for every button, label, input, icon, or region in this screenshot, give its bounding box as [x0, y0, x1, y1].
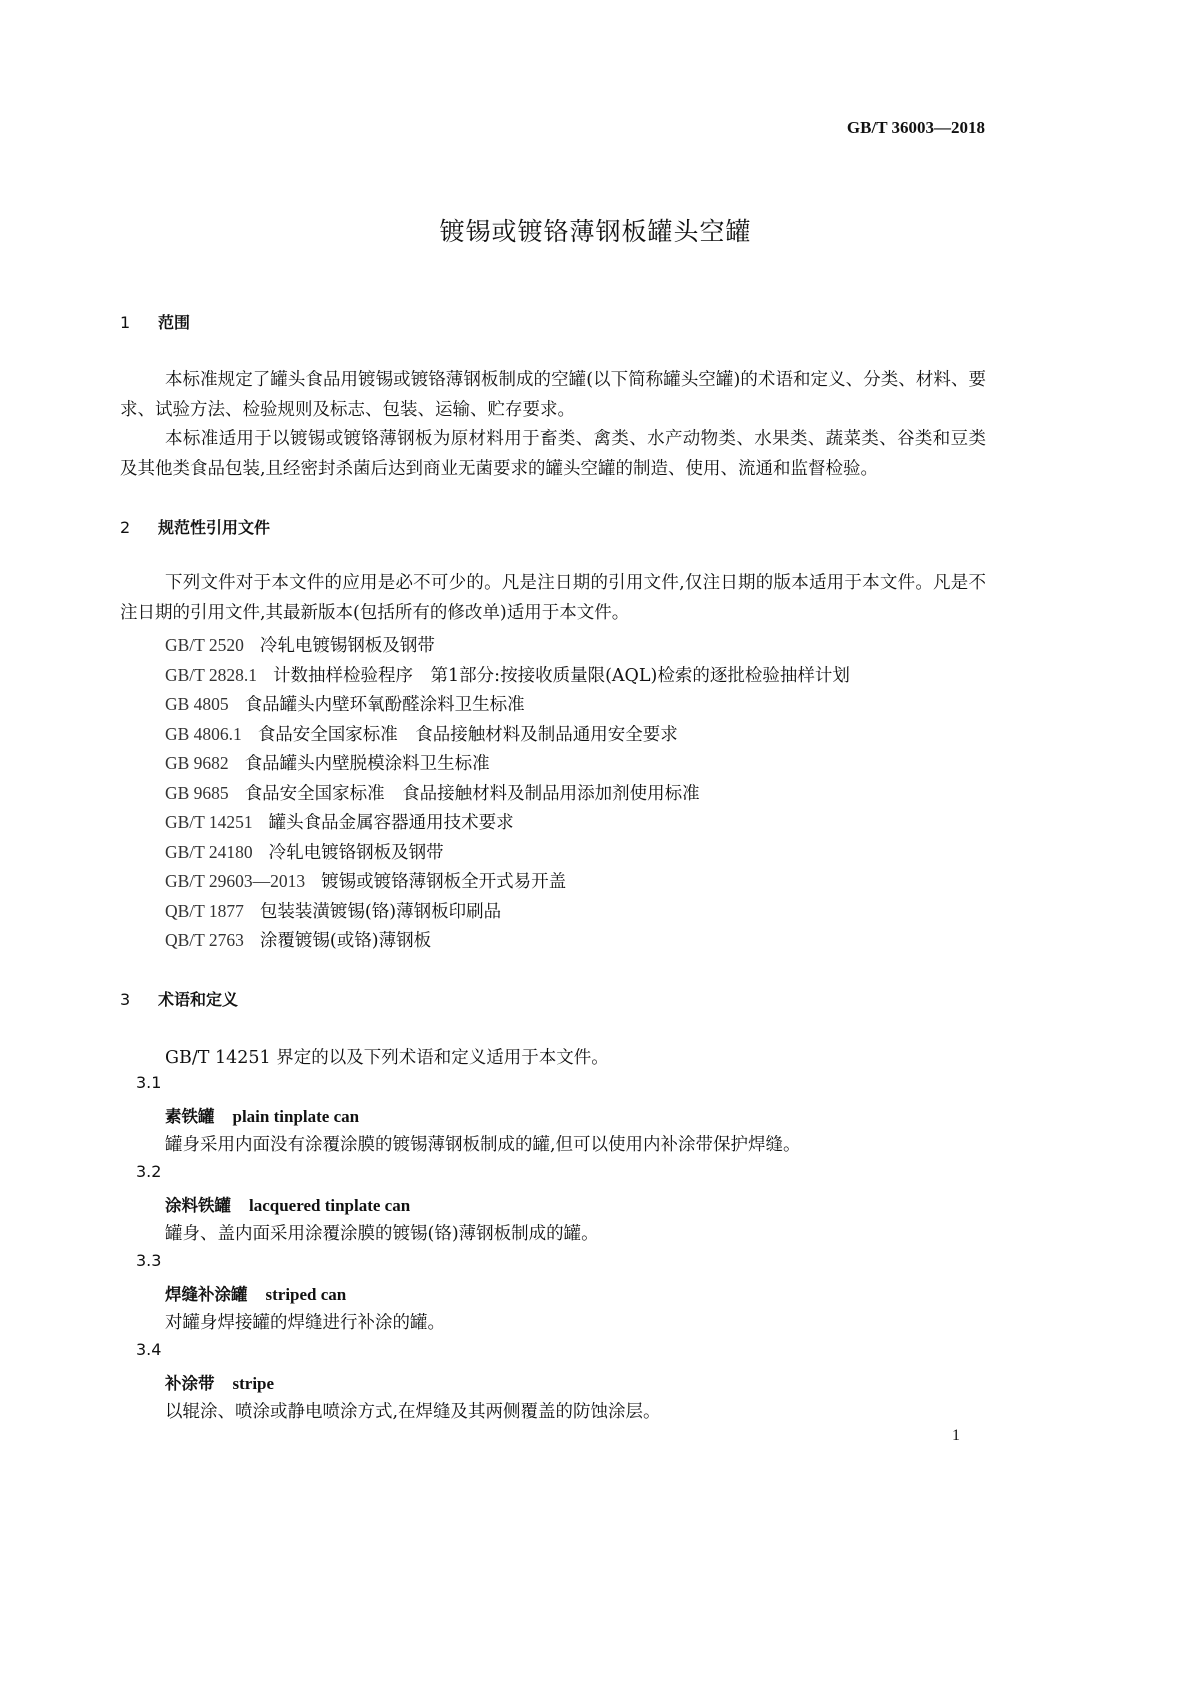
reference-title: 包装装潢镀锡(铬)薄钢板印刷品 — [259, 901, 502, 922]
reference-title: 涂覆镀锡(或铬)薄钢板 — [259, 931, 432, 951]
reference-title: 食品罐头内壁脱模涂料卫生标准 — [244, 754, 490, 774]
page-number: 1 — [952, 1427, 960, 1444]
reference-code: GB/T 24180 — [165, 841, 253, 862]
paragraph: GB/T 14251 界定的以及下列术语和定义适用于本文件。 — [165, 1048, 609, 1068]
reference-item — [165, 721, 678, 746]
reference-code: GB/T 14251 — [165, 812, 253, 832]
reference-code: GB 4805 — [165, 694, 229, 714]
reference-title: 食品安全国家标准 食品接触材料及制品用添加剂使用标准 — [244, 783, 700, 804]
section-title: 规范性引用文件 — [158, 518, 271, 537]
term-definition: 以辊涂、喷涂或静电喷涂方式,在焊缝及其两侧覆盖的防蚀涂层。 — [165, 1402, 661, 1422]
reference-code: GB 9685 — [165, 782, 229, 803]
term-definition: 罐身采用内面没有涂覆涂膜的镀锡薄钢板制成的罐,但可以使用内补涂带保护焊缝。 — [165, 1135, 801, 1155]
reference-title: 食品安全国家标准 食品接触材料及制品通用安全要求 — [257, 724, 678, 745]
section-number: 1 — [120, 313, 131, 332]
reference-item — [165, 809, 514, 834]
term-number: 3.1 — [136, 1073, 162, 1092]
reference-item — [165, 839, 444, 864]
term-en: striped can — [265, 1285, 347, 1304]
term-heading — [165, 1370, 274, 1394]
reference-item — [165, 868, 566, 893]
term-en: stripe — [232, 1374, 275, 1393]
paragraph: 本标准适用于以镀锡或镀铬薄钢板为原材料用于畜类、禽类、水产动物类、水果类、蔬菜类、谷类和豆类及其他类食品包装,且经密封杀菌后达到商业无菌要求的罐头空罐的制造、使用、流通和监督检验。 — [120, 429, 986, 479]
reference-code: GB/T 29603—2013 — [165, 871, 306, 891]
section-title: 范围 — [158, 313, 191, 332]
section-number: 2 — [120, 518, 131, 537]
reference-item — [165, 750, 490, 775]
reference-item — [165, 691, 525, 716]
term-heading — [165, 1103, 359, 1127]
term-definition: 对罐身焊接罐的焊缝进行补涂的罐。 — [165, 1313, 445, 1333]
term-definition: 罐身、盖内面采用涂覆涂膜的镀锡(铬)薄钢板制成的罐。 — [165, 1224, 599, 1244]
reference-title: 冷轧电镀锡钢板及钢带 — [259, 636, 435, 656]
reference-code: GB/T 2520 — [165, 635, 244, 655]
reference-code: GB 9682 — [165, 753, 229, 773]
reference-item — [165, 927, 431, 952]
term-en: lacquered tinplate can — [249, 1196, 411, 1215]
term-zh: 焊缝补涂罐 — [165, 1285, 248, 1304]
reference-code: QB/T 1877 — [165, 900, 244, 921]
reference-item — [165, 780, 700, 805]
section-title: 术语和定义 — [158, 990, 239, 1009]
term-en: plain tinplate can — [232, 1107, 360, 1126]
term-heading — [165, 1281, 346, 1305]
term-number: 3.4 — [136, 1340, 162, 1359]
reference-item — [165, 632, 435, 657]
reference-code: QB/T 2763 — [165, 930, 244, 950]
section-heading — [120, 310, 190, 333]
paragraph: 本标准规定了罐头食品用镀锡或镀铬薄钢板制成的空罐(以下简称罐头空罐)的术语和定义、分类、材料、要求、试验方法、检验规则及标志、包装、运输、贮存要求。 — [120, 370, 986, 420]
reference-code: GB 4806.1 — [165, 723, 242, 744]
section-heading — [120, 515, 270, 538]
reference-title: 镀锡或镀铬薄钢板全开式易开盖 — [321, 872, 567, 892]
term-heading — [165, 1192, 410, 1216]
term-number: 3.3 — [136, 1251, 162, 1270]
reference-item — [165, 898, 501, 923]
term-zh: 涂料铁罐 — [165, 1196, 231, 1215]
reference-item — [165, 662, 850, 687]
reference-title: 计数抽样检验程序 第1部分:按接收质量限(AQL)检索的逐批检验抽样计划 — [273, 665, 850, 686]
reference-title: 罐头食品金属容器通用技术要求 — [268, 813, 514, 833]
reference-code: GB/T 2828.1 — [165, 664, 258, 685]
standard-number: GB/T 36003—2018 — [846, 118, 985, 137]
term-zh: 补涂带 — [165, 1374, 215, 1393]
document-title: 镀锡或镀铬薄钢板罐头空罐 — [439, 217, 752, 246]
reference-title: 冷轧电镀铬钢板及钢带 — [268, 842, 444, 863]
term-zh: 素铁罐 — [165, 1107, 215, 1126]
term-number: 3.2 — [136, 1162, 162, 1181]
section-heading — [120, 987, 238, 1010]
section-number: 3 — [120, 990, 131, 1009]
reference-title: 食品罐头内壁环氧酚醛涂料卫生标准 — [244, 695, 525, 715]
paragraph: 下列文件对于本文件的应用是必不可少的。凡是注日期的引用文件,仅注日期的版本适用于本文件。凡是不注日期的引用文件,其最新版本(包括所有的修改单)适用于本文件。 — [120, 573, 986, 623]
